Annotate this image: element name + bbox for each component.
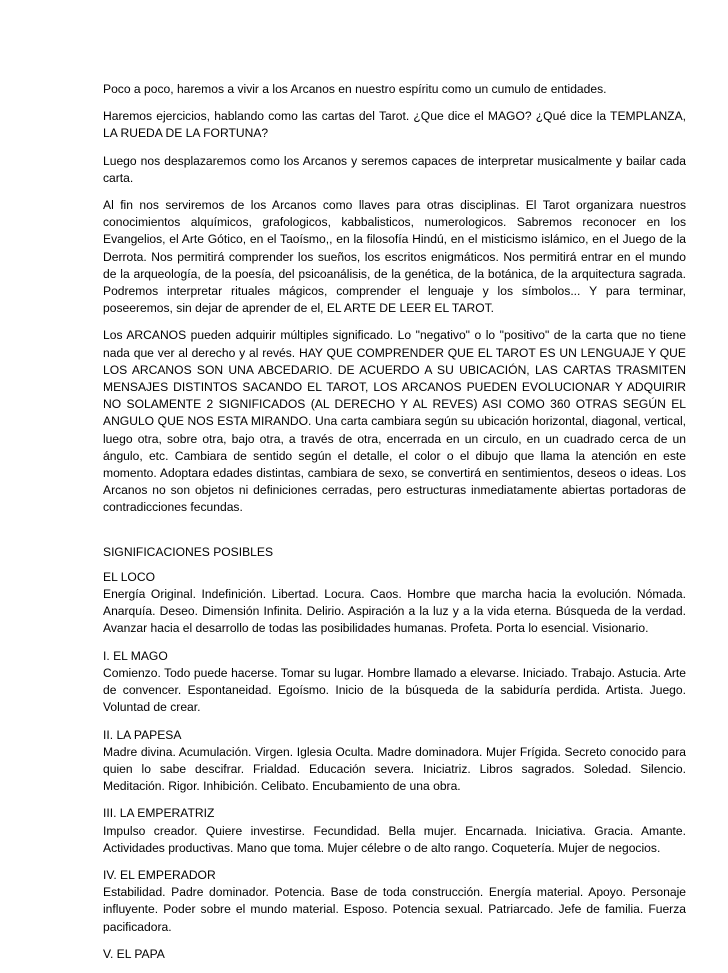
disciplines-paragraph: Al fin nos serviremos de los Arcanos como llaves para otras disciplinas. El Tarot organizara nuestros conocimientos alquímicos, grafologicos, kabbalisticos, numerologicos. Sabremos reconocer en los Evangelios, el Arte Gótico, en el Taoísmo,, en la filosofía Hindú, en el misticismo islámico, en el Juego de la Derrota. Nos permitirá comprender los sueños, los escritos enigmáticos. Nos permitirá entrar en el mundo de la arqueología, de la poesía, del psicoanálisis, de la genética, de la botánica, de la arquitectura sagrada. Podremos interpretar rituales mágicos, comprender el lenguaje y los símbolos... Y para terminar, poseeremos, sin dejar de aprender de el, EL ARTE DE LEER EL TAROT. [103,198,686,316]
card-entry-el-papa [103,946,686,963]
intro-paragraph: Poco a poco, haremos a vivir a los Arcanos en nuestro espíritu como un cumulo de entidades. [103,82,607,96]
card-entry-la-emperatriz [103,805,686,857]
exercises-paragraph: Haremos ejercicios, hablando como las cartas del Tarot. ¿Que dice el MAGO? ¿Qué dice la TEMPLANZA, LA RUEDA DE LA FORTUNA? [103,109,686,141]
card-title: III. LA EMPERATRIZ [103,806,215,821]
movement-paragraph: Luego nos desplazaremos como los Arcanos y seremos capaces de interpretar musicalmente y bailar cada carta. [103,153,686,185]
card-description: Impulso creador. Quiere investirse. Fecundidad. Bella mujer. Encarnada. Iniciativa. Gracia. Amante. Actividades productivas. Mano que toma. Mujer célebre o de alto rango. Coquetería. Mujer de negocios. [103,823,686,855]
card-title: II. LA PAPESA [103,727,182,742]
card-entry-el-mago [103,648,686,717]
card-title: EL LOCO [103,569,155,584]
card-entry-el-emperador [103,867,686,936]
document-page [103,81,686,973]
card-title: IV. EL EMPERADOR [103,867,216,882]
section-title: SIGNIFICACIONES POSIBLES [103,544,274,559]
card-title: I. EL MAGO [103,648,168,663]
section-spacer [103,527,686,544]
card-entry-la-papesa [103,727,686,796]
card-description: Energía Original. Indefinición. Libertad. Locura. Caos. Hombre que marcha hacia la evolución. Nómada. Anarquía. Deseo. Dimensión Infinita. Delirio. Aspiración a la luz y a la vida eterna. Búsqueda de la verdad. Avanzar hacia el desarrollo de todas las posibilidades humanas. Profeta. Porta lo esencial. Visionario. [103,587,686,636]
card-description: Madre divina. Acumulación. Virgen. Iglesia Oculta. Madre dominadora. Mujer Frígida. Secreto conocido para quien lo sabe descifrar. Frialdad. Educación severa. Iniciatriz. Libros sagrados. Soledad. Silencio. Meditación. Rigor. Inhibición. Celibato. Encubamiento de una obra. [103,744,686,794]
arcanos-meaning-paragraph: Los ARCANOS pueden adquirir múltiples significado. Lo "negativo" o lo "positivo" de la carta que no tiene nada que ver al derecho y al revés. HAY QUE COMPRENDER QUE EL TAROT ES UN LENGUAJE Y QUE LOS ARCANOS SON UNA ABCEDARIO. DE ACUERDO A SU UBICACIÓN, LAS CARTAS TRASMITEN MENSAJES DISTINTOS SACANDO EL TAROT, LOS ARCANOS PUEDEN EVOLUCIONAR Y ADQUIRIR NO SOLAMENTE 2 SIGNIFICADOS (AL DERECHO Y AL REVES) ASI COMO 360 OTRAS SEGÚN EL ANGULO QUE NOS ESTA MIRANDO. Una carta cambiara según su ubicación horizontal, diagonal, vertical, luego otra, sobre otra, bajo otra, a través de otra, encerrada en un circulo, en un cuadrado cerca de un ángulo, etc. Cambiara de sentido según el detalle, el color o el dibujo que llama la atención en este momento. Adoptara edades distintas, cambiara de sexo, se convertirá en sentimientos, deseos o ideas. Los Arcanos no son objetos ni definiciones cerradas, pero estructuras inmediatamente abiertas portadoras de contradicciones fecundas. [103,328,686,515]
card-entry-el-loco [103,569,686,638]
card-description: Estabilidad. Padre dominador. Potencia. Base de toda construcción. Energía material. Apoyo. Personaje influyente. Poder sobre el mundo material. Esposo. Potencia sexual. Patriarcado. Jefe de familia. Fuerza pacificadora. [103,885,686,934]
card-title: V. EL PAPA [103,946,165,961]
card-description: Comienzo. Todo puede hacerse. Tomar su lugar. Hombre llamado a elevarse. Iniciado. Trabajo. Astucia. Arte de convencer. Espontaneidad. Egoísmo. Inicio de la búsqueda de la sabiduría perdida. Artista. Juego. Voluntad de crear. [103,665,686,715]
